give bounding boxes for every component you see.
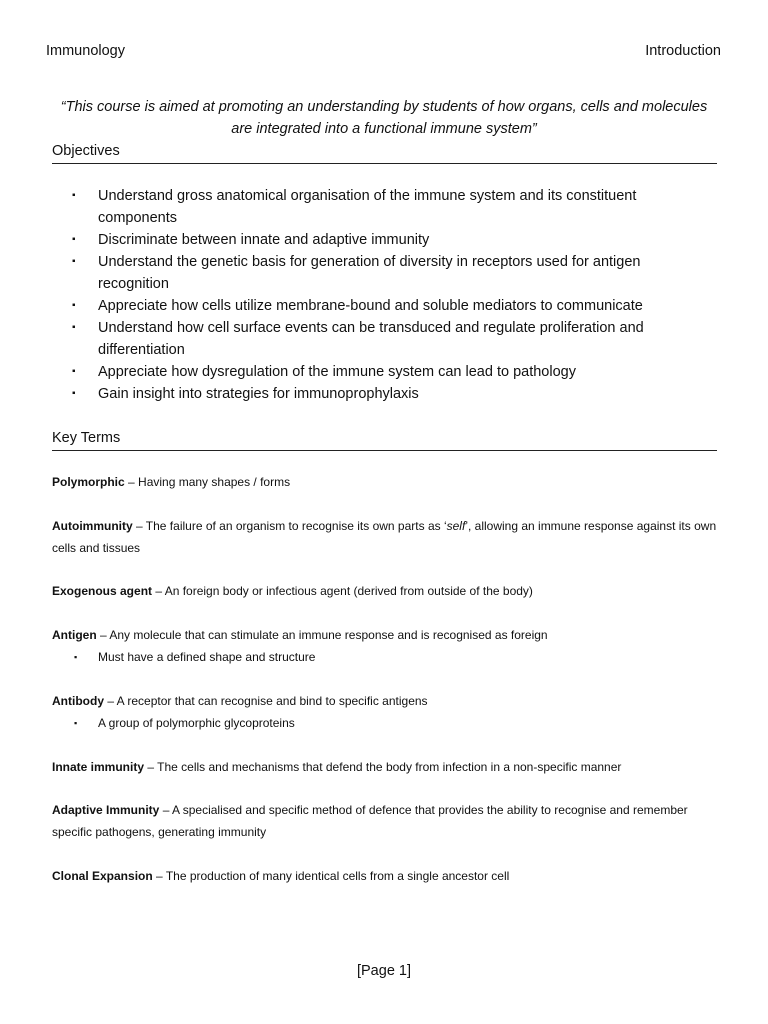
term-sub-list: [52, 712, 717, 734]
term-antigen: [52, 624, 717, 668]
term-name: Antigen: [52, 628, 97, 642]
term-definition: – A specialised and specific method of defence that provides the ability to recognise and remember specific pathogens, generating immunity: [52, 803, 688, 839]
term-sub-item: ▪ Must have a defined shape and structure: [52, 646, 717, 668]
term-name: Exogenous agent: [52, 584, 153, 598]
term-definition: – An foreign body or infectious agent (derived from outside of the body): [152, 584, 533, 598]
objectives-list: [72, 185, 712, 405]
term-name: Adaptive Immunity: [52, 803, 160, 817]
objective-item: ▪ Appreciate how dysregulation of the immune system can lead to pathology: [72, 361, 712, 383]
objectives-rule: [52, 163, 717, 164]
term-innate-immunity: [52, 756, 717, 778]
term-definition: – The production of many identical cells from a single ancestor cell: [152, 869, 510, 883]
term-name: Polymorphic: [52, 475, 125, 489]
term-name: Clonal Expansion: [52, 869, 153, 883]
term-sub-list: [52, 646, 717, 668]
term-name: Innate immunity: [52, 760, 145, 774]
term-definition: – The failure of an organism to recognise its own parts as ‘: [132, 519, 447, 533]
key-terms-heading: Key Terms: [52, 430, 121, 446]
term-name: Autoimmunity: [52, 519, 133, 533]
objective-item: ▪ Discriminate between innate and adaptive immunity: [72, 229, 712, 251]
page-header-right: Introduction: [645, 43, 721, 59]
term-name: Antibody: [52, 694, 104, 708]
page-number: [Page 1]: [356, 963, 411, 979]
objective-item: ▪ Gain insight into strategies for immunoprophylaxis: [72, 383, 712, 405]
objective-item: ▪ Appreciate how cells utilize membrane-bound and soluble mediators to communicate: [72, 295, 712, 317]
term-clonal-expansion: [52, 865, 717, 887]
term-adaptive-immunity: [52, 799, 717, 843]
term-definition-emphasis: self: [446, 519, 466, 533]
term-sub-item: ▪ A group of polymorphic glycoproteins: [52, 712, 717, 734]
course-quote: “This course is aimed at promoting an understanding by students of how organs, cells and molecules are integrated into a functional immune system”: [60, 99, 708, 137]
objective-item: ▪ Understand how cell surface events can be transduced and regulate proliferation and differentiation: [72, 317, 712, 361]
term-polymorphic: [52, 471, 717, 493]
term-autoimmunity: [52, 515, 717, 559]
objectives-heading: Objectives: [52, 143, 120, 159]
term-antibody: [52, 690, 717, 734]
objective-item: ▪ Understand gross anatomical organisation of the immune system and its constituent components: [72, 185, 712, 229]
key-terms-rule: [52, 450, 717, 451]
page-header-left: Immunology: [46, 43, 125, 59]
term-definition-rest: ’, allowing an immune response against its own cells and tissues: [52, 519, 717, 555]
term-definition: – The cells and mechanisms that defend the body from infection in a non-specific manner: [144, 760, 622, 774]
term-definition: – A receptor that can recognise and bind to specific antigens: [104, 694, 428, 708]
term-exogenous-agent: [52, 580, 717, 602]
objective-item: ▪ Understand the genetic basis for generation of diversity in receptors used for antigen recognition: [72, 251, 712, 295]
term-definition: – Having many shapes / forms: [124, 475, 291, 489]
term-definition: – Any molecule that can stimulate an immune response and is recognised as foreign: [96, 628, 548, 642]
